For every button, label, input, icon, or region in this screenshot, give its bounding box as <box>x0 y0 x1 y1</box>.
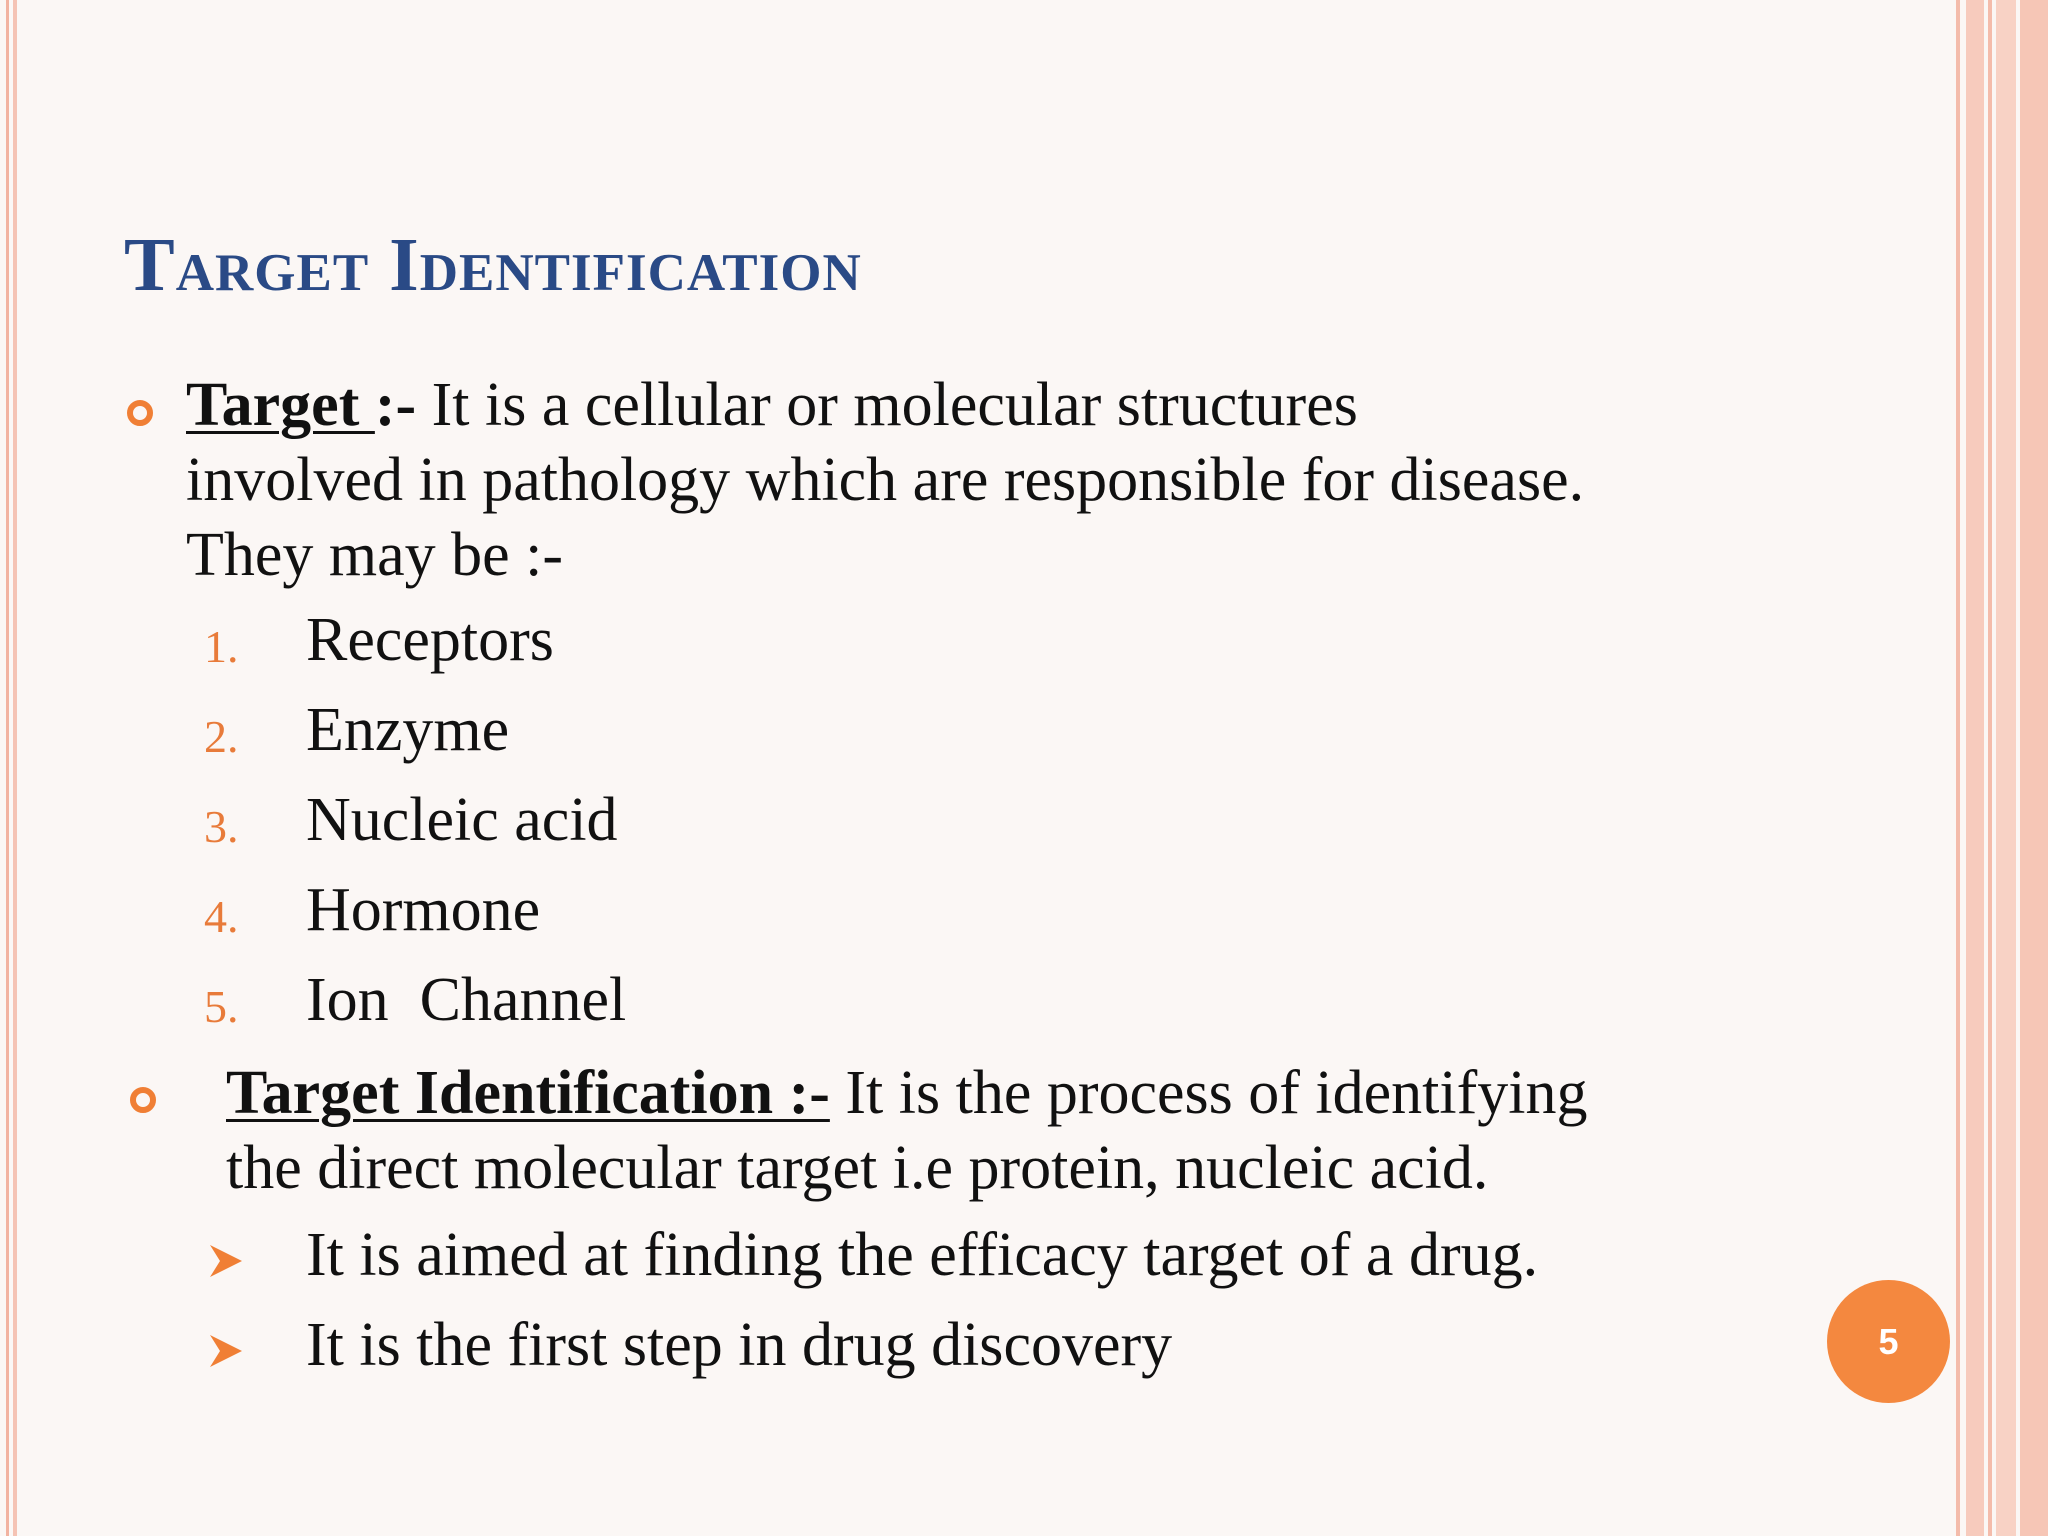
target-identification-term: Target Identification :- <box>226 1059 830 1127</box>
target-term: Target <box>186 371 375 439</box>
bullet-ring-icon <box>127 400 153 426</box>
right-stripe-5 <box>2020 0 2048 1536</box>
target-term-suffix: :- <box>374 371 417 439</box>
right-stripe-2 <box>1966 0 1984 1536</box>
left-stripe-outer <box>6 0 9 1536</box>
sub-bullet-first-step: It is the first step in drug discovery <box>306 1311 1173 1379</box>
list-item-nucleic-acid: Nucleic acid <box>306 786 618 854</box>
page-number-badge: 5 <box>1827 1280 1950 1403</box>
target-identification-line1: It is the process of identifying <box>829 1059 1588 1127</box>
list-item-hormone: Hormone <box>306 876 541 944</box>
sub-bullet-efficacy: It is aimed at finding the efficacy target of a drug. <box>306 1221 1539 1289</box>
list-number: 2. <box>204 711 239 762</box>
slide-title: Target Identification <box>124 223 862 307</box>
list-number: 5. <box>204 981 239 1032</box>
right-stripe-3 <box>1988 0 1992 1536</box>
bullet-ring-icon <box>130 1087 156 1113</box>
list-number: 1. <box>204 621 239 672</box>
left-stripe-inner <box>13 0 17 1536</box>
arrow-bullet-icon <box>206 1331 246 1371</box>
list-item-receptors: Receptors <box>306 606 554 674</box>
target-definition-line2: involved in pathology which are responsible for disease. <box>186 446 1585 514</box>
target-definition-line3: They may be :- <box>186 521 564 589</box>
list-item-ion-channel: Ion Channel <box>306 966 627 1034</box>
right-stripe-1 <box>1956 0 1960 1536</box>
target-identification-line2: the direct molecular target i.e protein, nucleic acid. <box>226 1134 1489 1202</box>
list-item-enzyme: Enzyme <box>306 696 510 764</box>
list-number: 4. <box>204 891 239 942</box>
right-stripe-4 <box>1996 0 2016 1536</box>
target-identification-definition <box>226 1056 1588 1206</box>
target-definition-line1: It is a cellular or molecular structures <box>416 371 1358 439</box>
arrow-bullet-icon <box>206 1241 246 1281</box>
target-definition <box>186 368 1584 593</box>
list-number: 3. <box>204 801 239 852</box>
